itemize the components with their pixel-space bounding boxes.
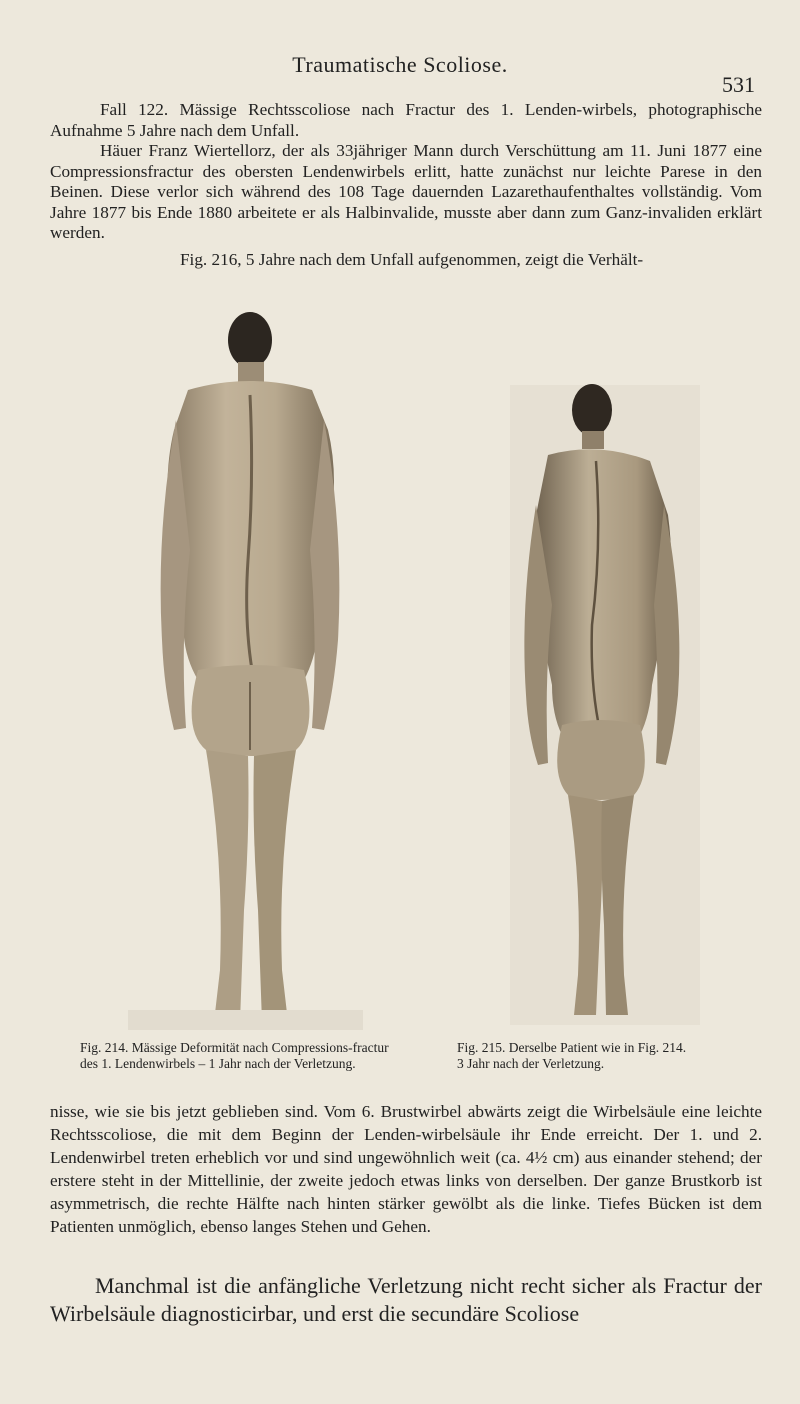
running-title: Traumatische Scoliose.	[292, 52, 508, 77]
figure-214-photo	[128, 310, 363, 1030]
case-heading	[50, 100, 762, 141]
case-body: Häuer Franz Wiertellorz, der als 33jähriger Mann durch Verschüttung am 11. Juni 1877 eine Compressionsfractur des obersten Lendenwirbels erlitt, hatte zunächst nur leichte Parese in den Beinen. Diese verlor sich während des 108 Tage dauernden Lazarethaufenthaltes vollständig. Vom Jahre 1877 bis Ende 1880 arbeitete er als Halbinvalide, musste aber dann zum Ganz-invaliden erklärt werden.	[50, 141, 762, 242]
figure-215-caption-line1: Fig. 215. Derselbe Patient wie in Fig. 214.	[457, 1040, 687, 1055]
figure-reference: Fig. 216, 5 Jahre nach dem Unfall aufgenommen, zeigt die Verhält-	[180, 249, 644, 269]
continuation-text: nisse, wie sie bis jetzt geblieben sind. Vom 6. Brustwirbel abwärts zeigt die Wirbelsäule eine leichte Rechtsscoliose, die mit dem Beginn der Lenden-wirbelsäule ihr Ende erreicht. Der 1. und 2. Lendenwirbel treten erheblich vor und sind ungewöhnlich weit (ca. 4½ cm) aus einander stehend; der erstere steht in der Mittellinie, der zweite jedoch etwas links von derselben. Der ganze Brustkorb ist asymmetrisch, die rechte Hälfte nach hinten stärker gewölbt als die linke. Tiefes Bücken ist dem Patienten unmöglich, ebenso langes Stehen und Gehen.	[50, 1102, 762, 1236]
page-number: 531	[722, 72, 755, 97]
continuation-paragraph	[50, 1100, 762, 1238]
figure-215-caption-line2: 3 Jahr nach der Verletzung.	[457, 1055, 605, 1071]
closing-paragraph	[50, 1272, 762, 1328]
closing-text: Manchmal ist die anfängliche Verletzung nicht recht sicher als Fractur der Wirbelsäule diagnosticirbar, und erst die secundäre Scoliose	[50, 1273, 762, 1326]
case-label: Fall 122.	[100, 100, 169, 119]
figure-214-caption: Fig. 214. Mässige Deformität nach Compressions-fractur des 1. Lendenwirbels – 1 Jahr nach der Verletzung.	[80, 1040, 389, 1071]
case-title: Mässige Rechtsscoliose nach Fractur des 1. Lenden-wirbels, photographische Aufnahme 5 Jahre nach dem Unfall.	[50, 100, 762, 140]
figure-215-caption	[457, 1040, 767, 1071]
case-description	[50, 100, 762, 270]
figure-215-photo	[500, 365, 705, 1025]
